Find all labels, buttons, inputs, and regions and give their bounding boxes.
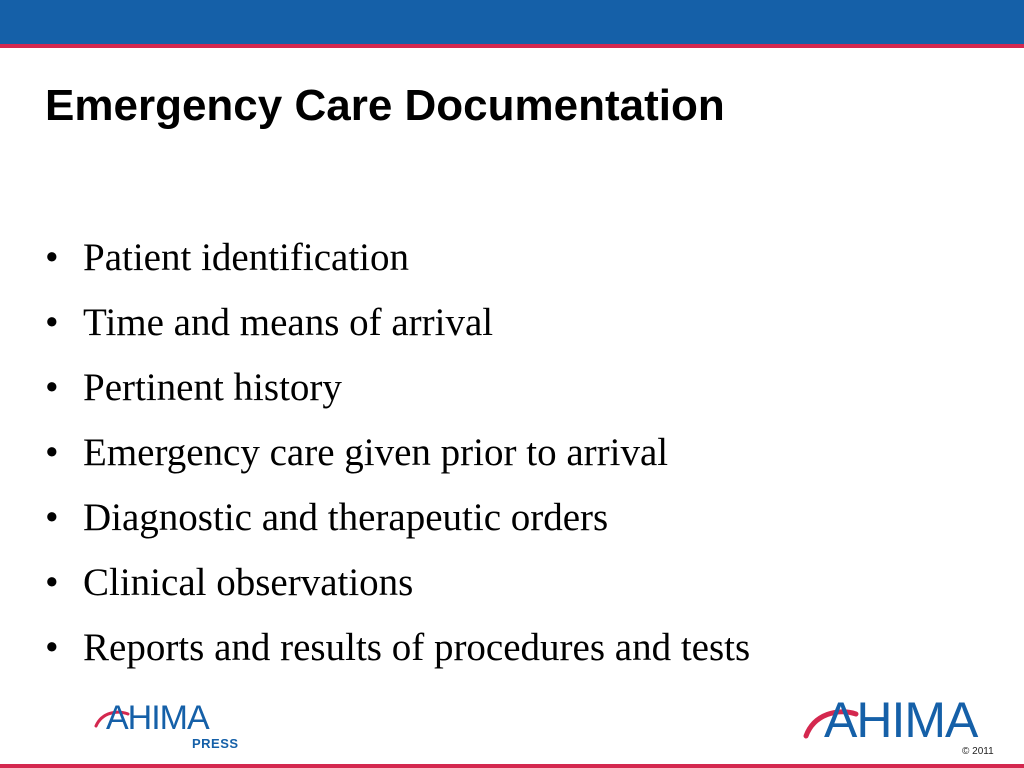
bullet-text: Reports and results of procedures and tests bbox=[83, 626, 751, 669]
list-item bbox=[45, 557, 750, 622]
logo-brand-text: AHIMA bbox=[824, 692, 978, 748]
bullet-icon: • bbox=[45, 496, 59, 539]
ahima-press-logo bbox=[92, 700, 242, 756]
list-item bbox=[45, 427, 750, 492]
bullet-text: Clinical observations bbox=[83, 561, 414, 604]
bottom-accent-rule bbox=[0, 764, 1024, 768]
bullet-icon: • bbox=[45, 626, 59, 669]
ahima-logo bbox=[800, 692, 1000, 748]
bullet-text: Patient identification bbox=[83, 236, 409, 279]
logo-sub-text: PRESS bbox=[192, 736, 239, 751]
copyright-notice: © 2011 bbox=[962, 746, 994, 757]
list-item bbox=[45, 622, 750, 687]
list-item bbox=[45, 362, 750, 427]
bullet-text: Emergency care given prior to arrival bbox=[83, 431, 669, 474]
slide-title: Emergency Care Documentation bbox=[45, 81, 725, 130]
bullet-icon: • bbox=[45, 561, 59, 604]
top-banner bbox=[0, 0, 1024, 44]
bullet-icon: • bbox=[45, 366, 59, 409]
logo-brand-text: AHIMA bbox=[106, 699, 209, 737]
bullet-text: Time and means of arrival bbox=[83, 301, 494, 344]
bullet-icon: • bbox=[45, 236, 59, 279]
bullet-icon: • bbox=[45, 431, 59, 474]
list-item bbox=[45, 492, 750, 557]
list-item bbox=[45, 297, 750, 362]
bullet-list bbox=[45, 232, 750, 687]
bullet-icon: • bbox=[45, 301, 59, 344]
bullet-text: Pertinent history bbox=[83, 366, 342, 409]
bullet-text: Diagnostic and therapeutic orders bbox=[83, 496, 609, 539]
top-accent-rule bbox=[0, 44, 1024, 48]
list-item bbox=[45, 232, 750, 297]
